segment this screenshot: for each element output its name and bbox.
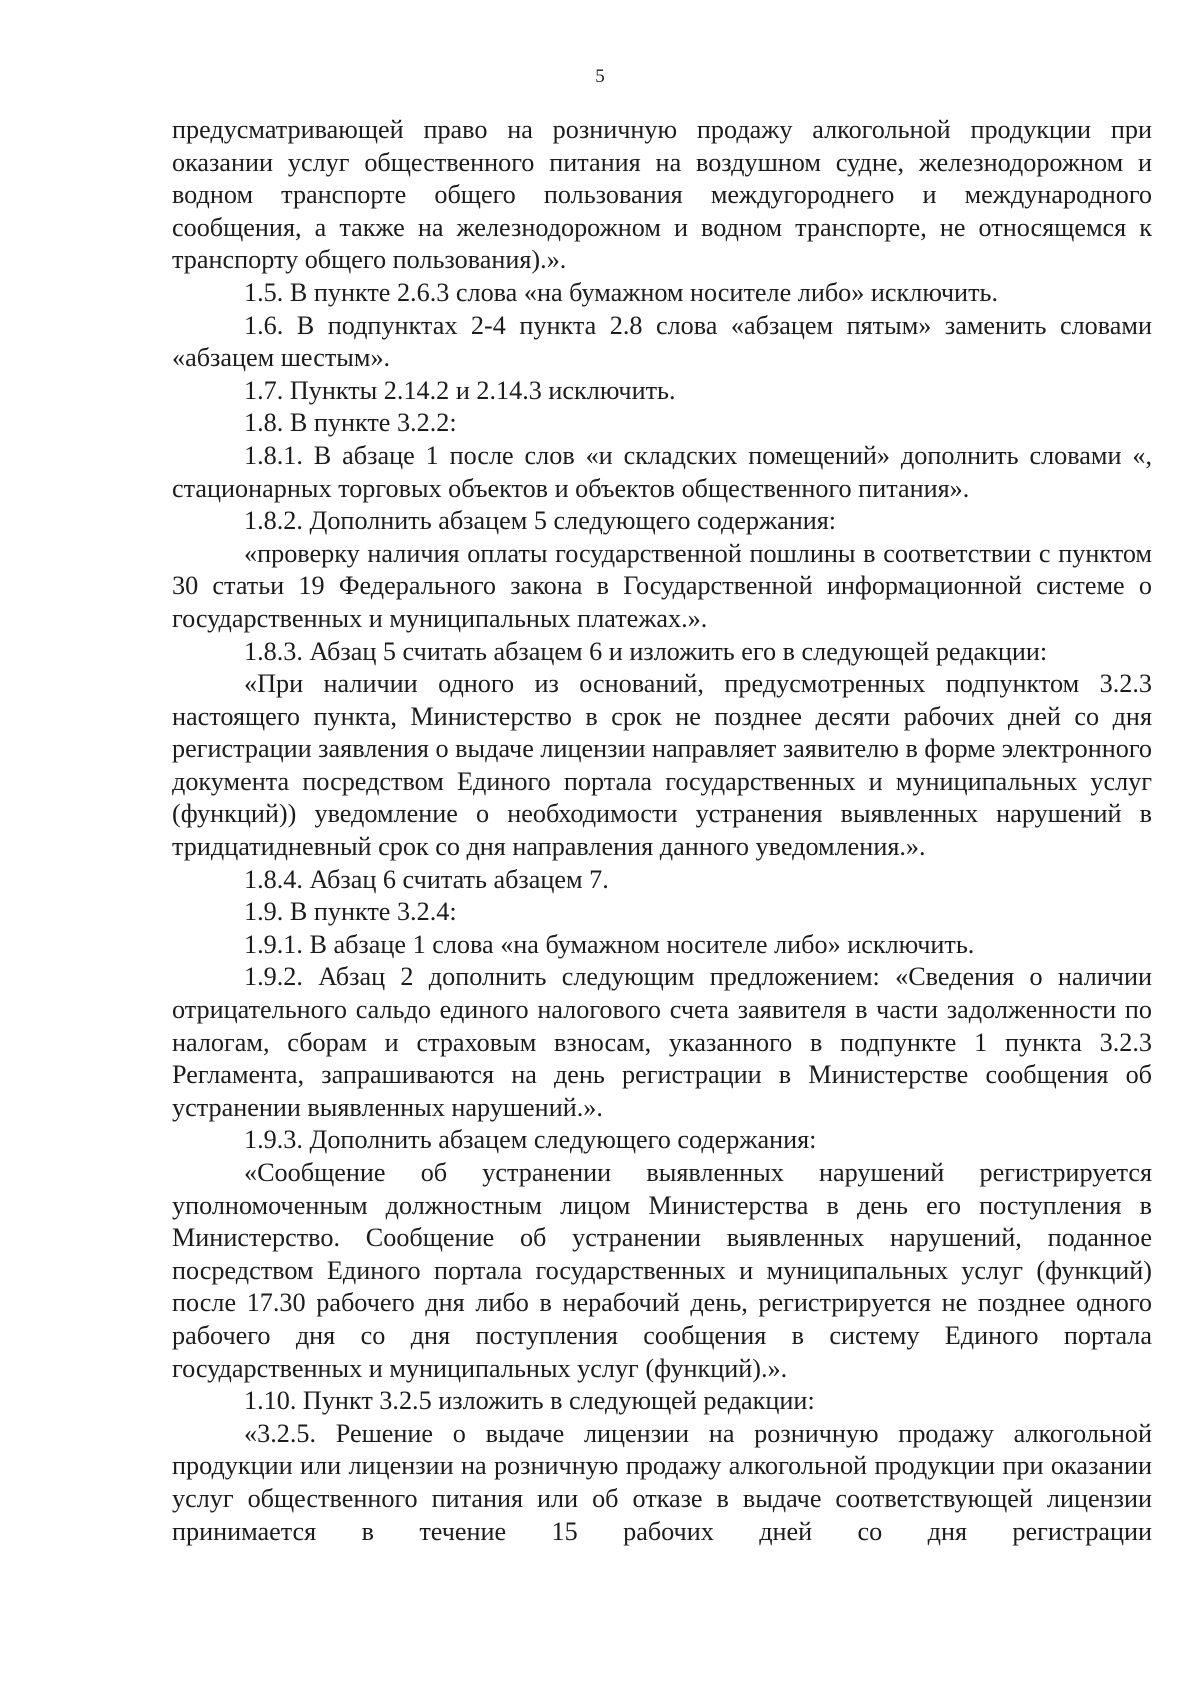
paragraph-1-8: 1.8. В пункте 3.2.2: (244, 408, 457, 438)
paragraph-1-10: 1.10. Пункт 3.2.5 изложить в следующей редакции: (244, 1386, 815, 1416)
quote-3-2-5: «3.2.5. Решение о выдаче лицензии на розничную продажу алкогольной продукции или лицензии на розничную продажу алкогольной продукции при оказании услуг общественного питания или об отказе в выдаче соответствующей лицензии принимается в течение 15 рабочих дней со дня регистрации (172, 1418, 1152, 1546)
paragraph-1-9-3: 1.9.3. Дополнить абзацем следующего содержания: (244, 1125, 817, 1155)
paragraph-1-8-4: 1.8.4. Абзац 6 считать абзацем 7. (244, 864, 609, 894)
paragraph-1-9-2: 1.9.2. Абзац 2 дополнить следующим предложением: «Сведения о наличии отрицательного сальдо единого налогового счета заявителя в части задолженности по налогам, сборам и страховым взносам, указанного в подпункте 1 пункта 3.2.3 Регламента, запрашиваются на день регистрации в Министерстве сообщения об устранении выявленных нарушений.». (172, 962, 1152, 1122)
paragraph-1-7: 1.7. Пункты 2.14.2 и 2.14.3 исключить. (244, 375, 676, 405)
paragraph-1-9-1: 1.9.1. В абзаце 1 слова «на бумажном носителе либо» исключить. (244, 929, 975, 959)
paragraph-1-5: 1.5. В пункте 2.6.3 слова «на бумажном носителе либо» исключить. (244, 277, 999, 307)
paragraph-1-6: 1.6. В подпунктах 2-4 пункта 2.8 слова «абзацем пятым» заменить словами «абзацем шестым». (172, 310, 1152, 373)
page-number: 5 (595, 66, 605, 87)
document-body (172, 114, 1152, 1548)
paragraph-continuation: предусматривающей право на розничную продажу алкогольной продукции при оказании услуг общественного питания на воздушном судне, железнодорожном и водном транспорте общего пользования междугороднего и международного сообщения, а также на железнодорожном и водном транспорте, не относящемся к транспорту общего пользования).». (172, 115, 1152, 275)
paragraph-1-8-3: 1.8.3. Абзац 5 считать абзацем 6 и изложить его в следующей редакции: (244, 636, 1048, 666)
paragraph-1-8-2: 1.8.2. Дополнить абзацем 5 следующего содержания: (244, 506, 837, 536)
quote-fee-check: «проверку наличия оплаты государственной пошлины в соответствии с пунктом 30 статьи 19 Федерального закона в Государственной информационной системе о государственных и муниципальных платежах.». (172, 538, 1152, 633)
quote-notification: «При наличии одного из оснований, предусмотренных подпунктом 3.2.3 настоящего пункта, Министерство в срок не позднее десяти рабочих дней со дня регистрации заявления о выдаче лицензии направляет заявителю в форме электронного документа посредством Единого портала государственных и муниципальных услуг (функций)) уведомление о необходимости устранения выявленных нарушений в тридцатидневный срок со дня направления данного уведомления.». (172, 669, 1152, 862)
quote-registration: «Сообщение об устранении выявленных нарушений регистрируется уполномоченным должностным лицом Министерства в день его поступления в Министерство. Сообщение об устранении выявленных нарушений, поданное посредством Единого портала государственных и муниципальных услуг (функций) после 17.30 рабочего дня либо в нерабочий день, регистрируется не позднее одного рабочего дня со дня поступления сообщения в систему Единого портала государственных и муниципальных услуг (функций).». (172, 1158, 1152, 1383)
paragraph-1-9: 1.9. В пункте 3.2.4: (244, 897, 457, 927)
paragraph-1-8-1: 1.8.1. В абзаце 1 после слов «и складских помещений» дополнить словами «, стационарных торговых объектов и объектов общественного питания». (172, 440, 1152, 503)
